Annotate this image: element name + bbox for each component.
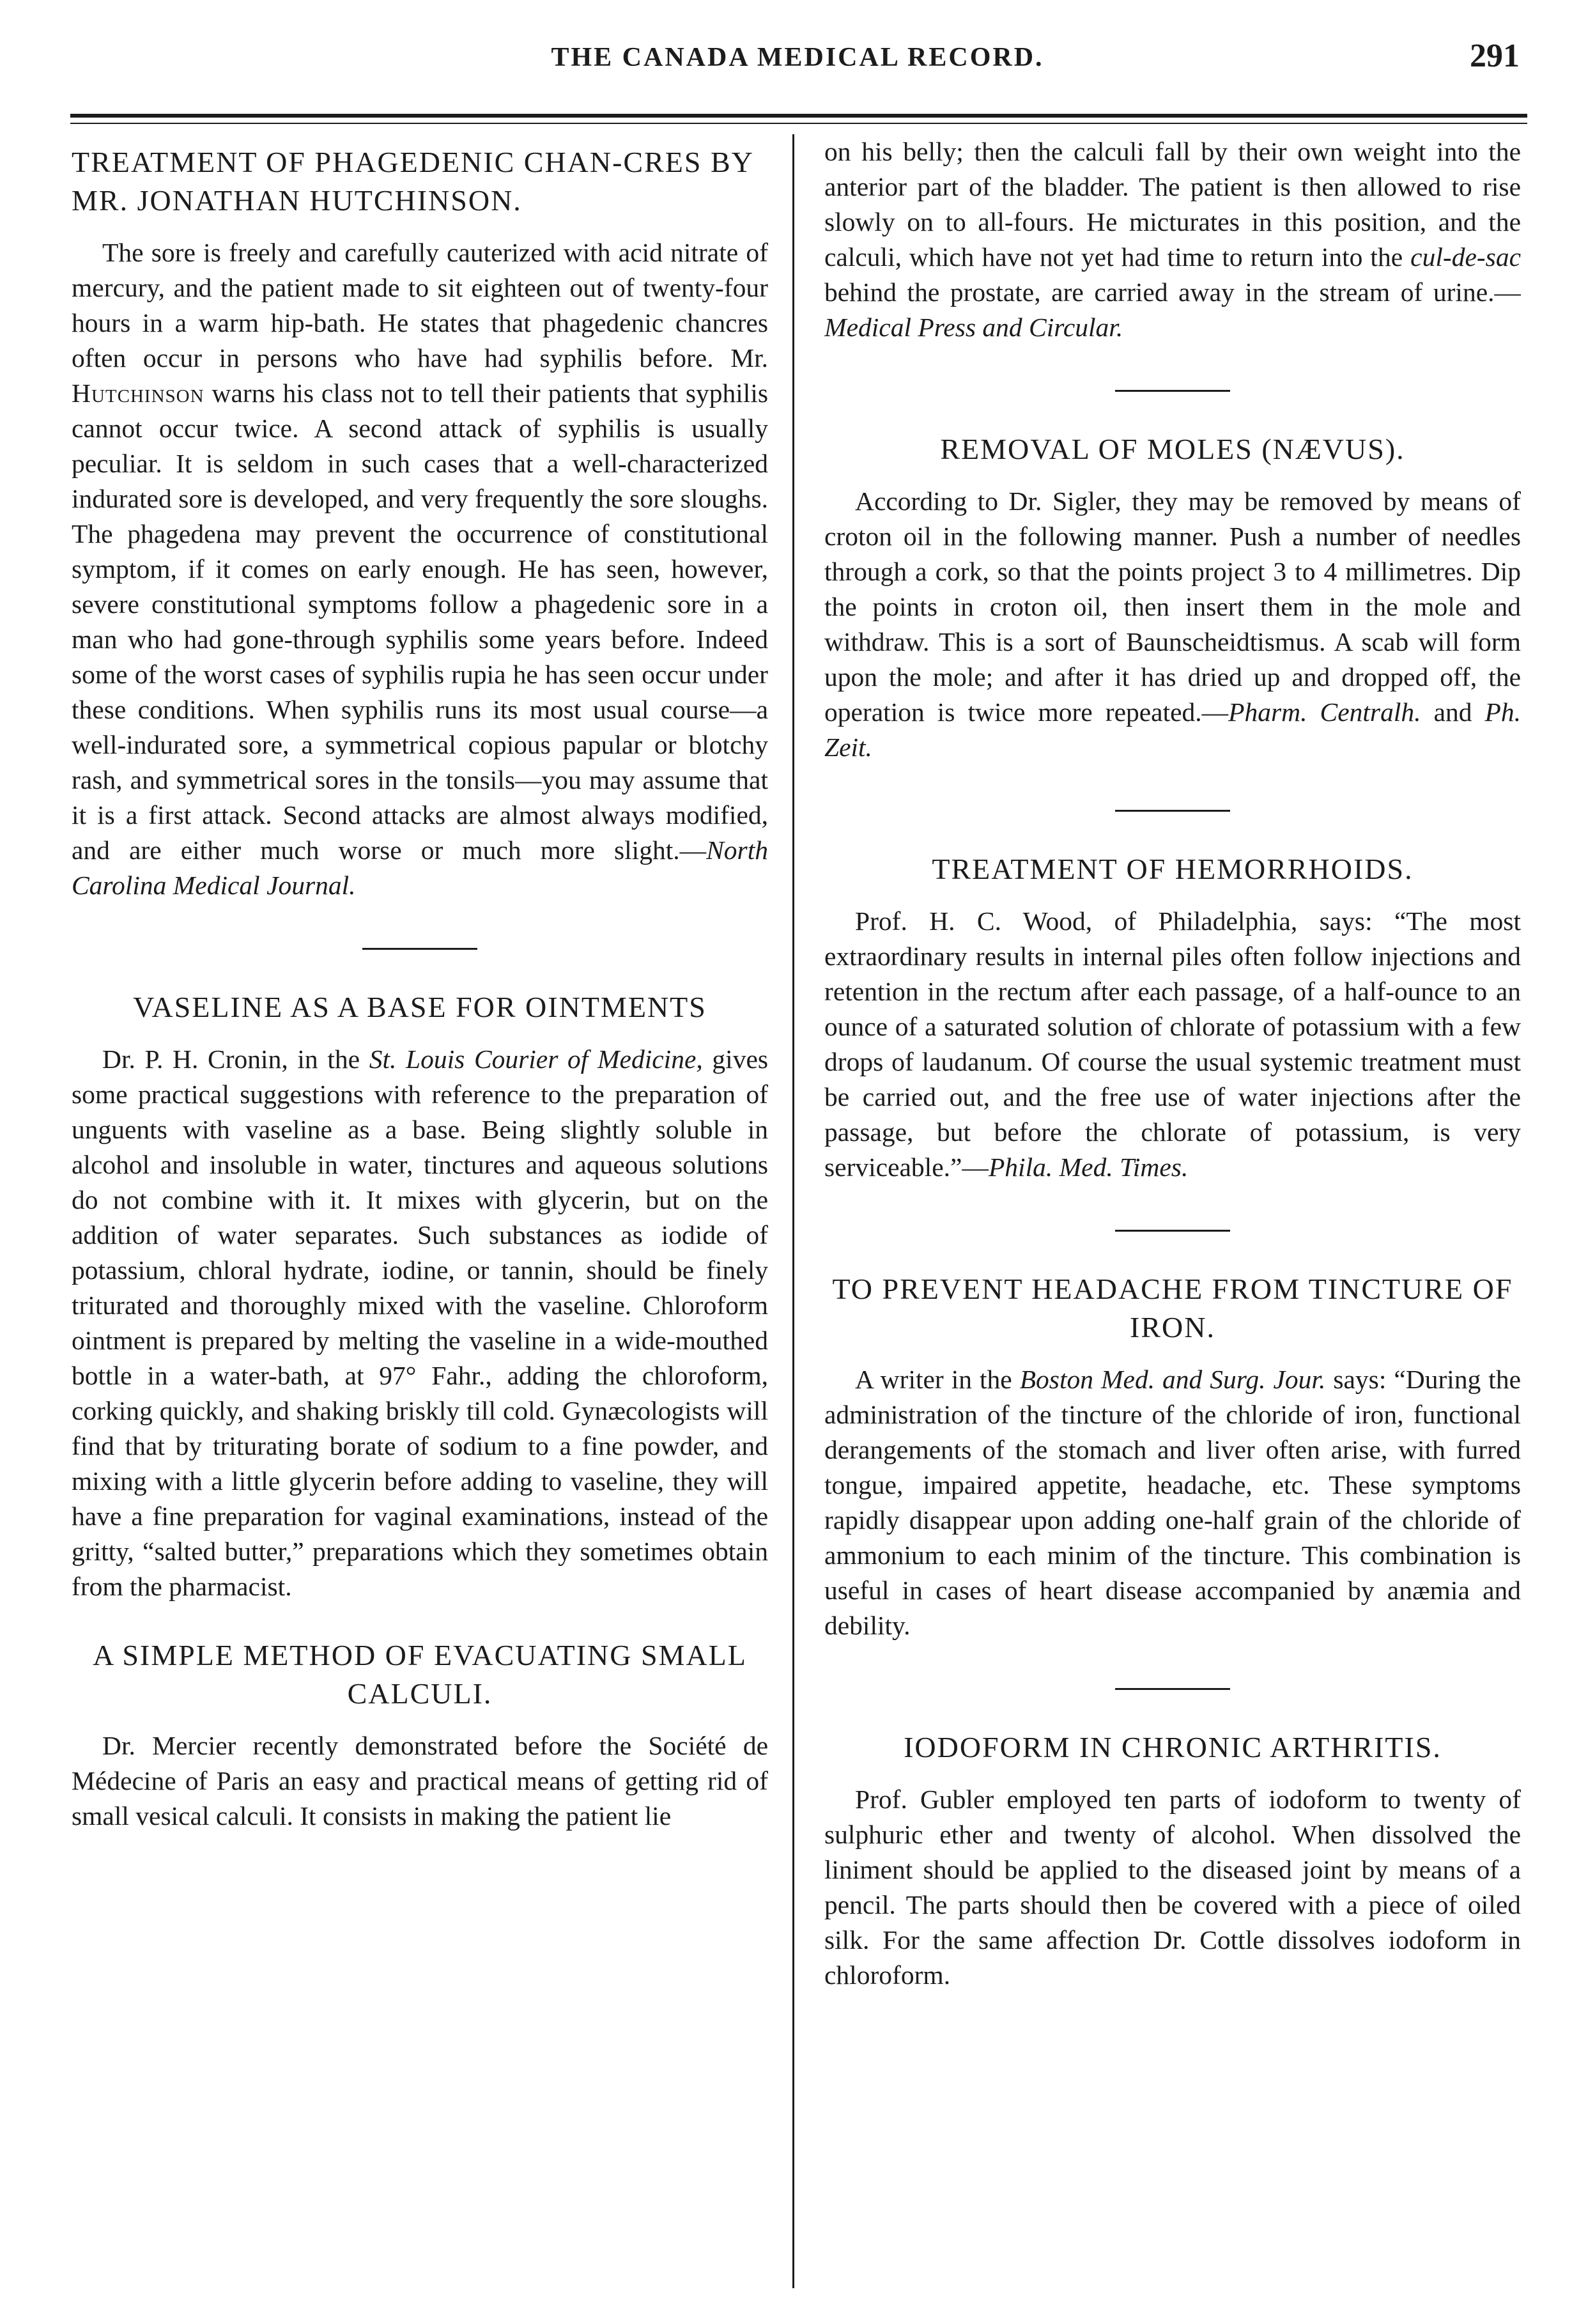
article-heading-iodoform: IODOFORM IN CHRONIC ARTHRITIS. (904, 1731, 1442, 1763)
article-body-hemorrhoids (824, 904, 1521, 1185)
article-body-phagedenic (72, 235, 768, 903)
body-text: The sore is freely and carefully cauterized with acid nitrate of mercury, and the patient made to sit eighteen out of twenty-four hours in a warm hip-bath. He states that phagedenic chancres often occur in persons who have had syphilis before. Mr. (72, 238, 768, 373)
body-text: Prof. H. C. Wood, of Philadelphia, says: “The most extraordinary results in internal piles often follow injections and retention in the rectum after each passage, of a half-ounce to an ounce of a saturated solution of chlorate of potassium with a few drops of laudanum. Of course the usual systemic treatment must be carried out, and the free use of water injections after the passage, but before the chlorate of potassium, is very serviceable.”— (824, 906, 1521, 1182)
article-heading-vaseline: VASELINE AS A BASE FOR OINTMENTS (133, 991, 707, 1023)
article-body-iodoform: Prof. Gubler employed ten parts of iodoform to twenty of sulphuric ether and twenty of alcohol. When dissolved the liniment should be applied to the diseased joint by means of a pencil. The parts should then be covered with a piece of oiled silk. For the same affection Dr. Cottle dissolves iodoform in chloroform. (824, 1785, 1521, 1990)
article-body-moles (824, 484, 1521, 765)
header-rule-thick (70, 114, 1527, 118)
article-body-calculi: Dr. Mercier recently demonstrated before the Société de Médecine of Paris an easy and practical means of getting rid of small vesical calculi. It consists in making the patient lie (72, 1731, 768, 1831)
header-rule-thin (70, 123, 1527, 124)
article-separator (1115, 390, 1230, 392)
source-citation: Phila. Med. Times. (988, 1152, 1189, 1182)
author-name: Hutchinson (72, 378, 204, 408)
source-citation: North Carolina Medical Journal. (72, 835, 768, 900)
publication-name: St. Louis Courier of Medicine, (369, 1044, 703, 1074)
page-number: 291 (1470, 38, 1520, 74)
source-citation: Medical Press and Circular. (824, 313, 1123, 342)
article-heading-phagedenic: TREATMENT OF PHAGEDENIC CHAN-CRES BY MR. JONATHAN HUTCHINSON. (72, 146, 753, 217)
running-title: THE CANADA MEDICAL RECORD. (551, 43, 1044, 72)
body-text: behind the prostate, are carried away in the stream of urine.— (824, 277, 1521, 307)
article-separator (1115, 810, 1230, 812)
article-body-vaseline (72, 1042, 768, 1604)
body-text: Dr. P. H. Cronin, in the (102, 1044, 360, 1074)
article-separator (1115, 1230, 1230, 1232)
page-header (0, 38, 1595, 93)
article-body-headache (824, 1362, 1521, 1643)
source-citation: Pharm. Centralh. (1228, 697, 1421, 727)
body-text: According to Dr. Sigler, they may be removed by means of croton oil in the following manner. Push a number of needles through a cork, so that the points project 3 to 4 millimetres. Dip the points in croton oil, then insert them in the mole and withdraw. This is a sort of Baunscheidtismus. A scab will form upon the mole; and after it has dried up and dropped off, the operation is twice more repeated.— (824, 486, 1521, 727)
column-divider (792, 134, 794, 2288)
body-text: gives some practical suggestions with reference to the preparation of unguents with vaseline as a base. Being slightly soluble in alcohol and insoluble in water, tinctures and aqueous solutions do not combine with it. It mixes with glycerin, but on the addition of water separates. Such substances as iodide of potassium, chloral hydrate, iodine, or tannin, should be finely triturated and thoroughly mixed with the vaseline. Chloroform ointment is prepared by melting the vaseline in a wide-mouthed bottle in a water-bath, at 97° Fahr., adding the chloroform, corking quickly, and shaking briskly till cold. Gynæcologists will find that by triturating borate of sodium to a fine powder, and mixing with a little glycerin before adding to vaseline, they will have a fine preparation for vaginal examinations, instead of the gritty, “salted butter,” preparations which they sometimes obtain from the pharmacist. (72, 1044, 768, 1601)
body-text: A writer in the (855, 1365, 1012, 1394)
body-text: says: “During the administration of the tincture of the chloride of iron, functional derangements of the stomach and liver often arise, with furred tongue, impaired appetite, headache, etc. These symptoms rapidly disappear upon adding one-half grain of the chloride of ammonium to each minim of the tincture. This combination is useful in cases of heart disease accompanied by anæmia and debility. (824, 1365, 1521, 1640)
publication-name: Boston Med. and Surg. Jour. (1019, 1365, 1326, 1394)
body-text: warns his class not to tell their patients that syphilis cannot occur twice. A second attack of syphilis is usually peculiar. It is seldom in such cases that a well-characterized indurated sore is developed, and very frequently the sore sloughs. The phagedena may prevent the occurrence of constitutional symptom, if it comes on early enough. He has seen, however, severe constitutional symptoms follow a phagedenic sore in a man who had gone-through syphilis some years before. Indeed some of the worst cases of syphilis rupia he has seen occur under these conditions. When syphilis runs its most usual course—a well-indurated sore, a symmetrical copious papular or blotchy rash, and symmetrical sores in the tonsils—you may assume that it is a first attack. Second attacks are almost always modified, and are either much worse or much more slight.— (72, 378, 768, 865)
left-column (72, 134, 768, 2295)
article-heading-hemorrhoids: TREATMENT OF HEMORRHOIDS. (932, 853, 1414, 885)
article-separator (1115, 1688, 1230, 1690)
article-separator (362, 948, 477, 950)
article-heading-moles: REMOVAL OF MOLES (NÆVUS). (940, 433, 1405, 465)
article-heading-calculi: A SIMPLE METHOD OF EVACUATING SMALL CALCULI. (93, 1639, 747, 1710)
article-heading-headache: TO PREVENT HEADACHE FROM TINCTURE OF IRON. (832, 1273, 1513, 1344)
term-italic: cul-de-sac (1410, 242, 1521, 272)
article-body-calculi-continued (824, 134, 1521, 345)
right-column (824, 134, 1521, 2295)
body-text: on his belly; then the calculi fall by their own weight into the anterior part of the bladder. The patient is then allowed to rise slowly on to all-fours. He micturates in this position, and the calculi, which have not yet had time to return into the (824, 137, 1521, 272)
body-text: and (1433, 697, 1472, 727)
source-citation: Ph. Zeit. (824, 697, 1521, 762)
